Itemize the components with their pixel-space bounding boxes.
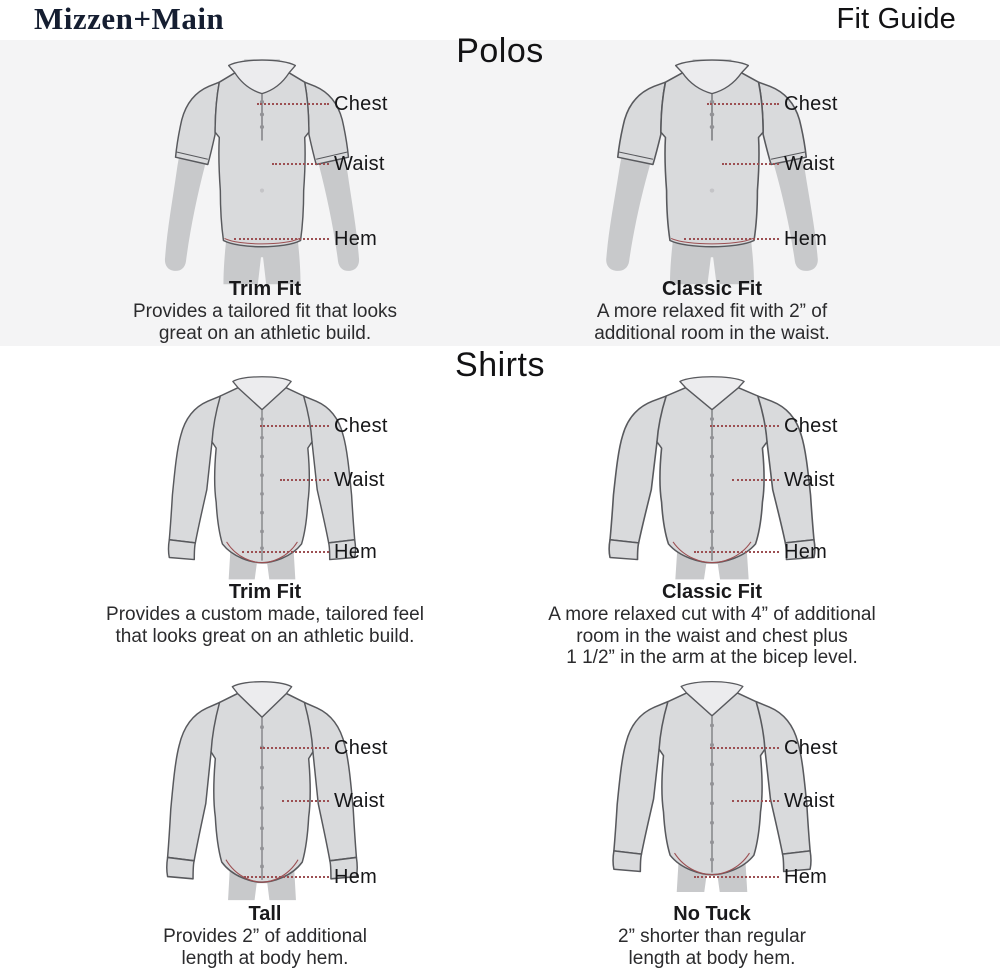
hem-leader-line (242, 551, 329, 553)
waist-leader-line (272, 163, 329, 165)
chest-leader-line (710, 747, 779, 749)
fit-description-line: additional room in the waist. (594, 322, 830, 344)
hem-label: Hem (784, 227, 828, 250)
chest-leader-line (710, 425, 779, 427)
chest-label: Chest (334, 92, 388, 115)
hem-leader-line (244, 876, 329, 878)
hem-leader-line (694, 551, 779, 553)
fit-description-line: Provides a custom made, tailored feel (106, 604, 424, 625)
waist-label: Waist (334, 152, 385, 175)
shirt-trim-caption (50, 581, 480, 647)
hem-leader-line (694, 876, 779, 878)
polo-classic-caption (497, 278, 927, 344)
waist-label: Waist (784, 468, 835, 491)
waist-label: Waist (784, 789, 835, 812)
fit-name: No Tuck (673, 903, 751, 925)
fit-name: Classic Fit (661, 278, 763, 300)
waist-leader-line (280, 479, 329, 481)
brand-logo: Mizzen+Main (34, 1, 225, 36)
chest-label: Chest (334, 736, 388, 759)
shirt-no-tuck-caption (497, 903, 927, 969)
chest-label: Chest (784, 414, 838, 437)
hem-label: Hem (784, 865, 828, 888)
hem-label: Hem (334, 540, 378, 563)
chest-label: Chest (334, 414, 388, 437)
waist-leader-line (282, 800, 329, 802)
hem-leader-line (234, 238, 329, 240)
fit-name: Classic Fit (661, 581, 763, 603)
chest-leader-line (260, 747, 329, 749)
fit-name: Trim Fit (228, 278, 302, 300)
fit-description-line: 2” shorter than regular (618, 926, 806, 947)
fit-description-line: length at body hem. (628, 947, 796, 969)
chest-leader-line (257, 103, 329, 105)
hem-label: Hem (334, 227, 378, 250)
fit-description-line: A more relaxed cut with 4” of additional (548, 604, 876, 625)
fit-description-line: that looks great on an athletic build. (115, 625, 415, 647)
fit-description-line: Provides 2” of additional (163, 926, 367, 947)
fit-name: Trim Fit (228, 581, 302, 603)
waist-leader-line (732, 800, 779, 802)
chest-label: Chest (784, 92, 838, 115)
fit-description-line: great on an athletic build. (158, 322, 372, 344)
shirt-classic-caption (497, 581, 927, 669)
waist-label: Waist (334, 468, 385, 491)
hem-label: Hem (784, 540, 828, 563)
fit-description-line: Provides a tailored fit that looks (132, 301, 398, 322)
fit-description-line: 1 1/2” in the arm at the bicep level. (566, 647, 858, 668)
waist-leader-line (732, 479, 779, 481)
polos-section-title: Polos (456, 32, 544, 70)
shirts-section-title: Shirts (455, 346, 545, 384)
polo-trim-caption (50, 278, 480, 344)
page-title: Fit Guide (836, 3, 956, 35)
hem-leader-line (684, 238, 779, 240)
fit-description-line: A more relaxed fit with 2” of (596, 301, 828, 322)
fit-name: Tall (248, 903, 282, 925)
chest-leader-line (260, 425, 329, 427)
hem-label: Hem (334, 865, 378, 888)
fit-description-line: room in the waist and chest plus (576, 625, 848, 647)
waist-leader-line (722, 163, 779, 165)
shirt-tall-caption (50, 903, 480, 969)
chest-label: Chest (784, 736, 838, 759)
fit-description-line: length at body hem. (181, 947, 349, 969)
chest-leader-line (707, 103, 779, 105)
waist-label: Waist (334, 789, 385, 812)
waist-label: Waist (784, 152, 835, 175)
